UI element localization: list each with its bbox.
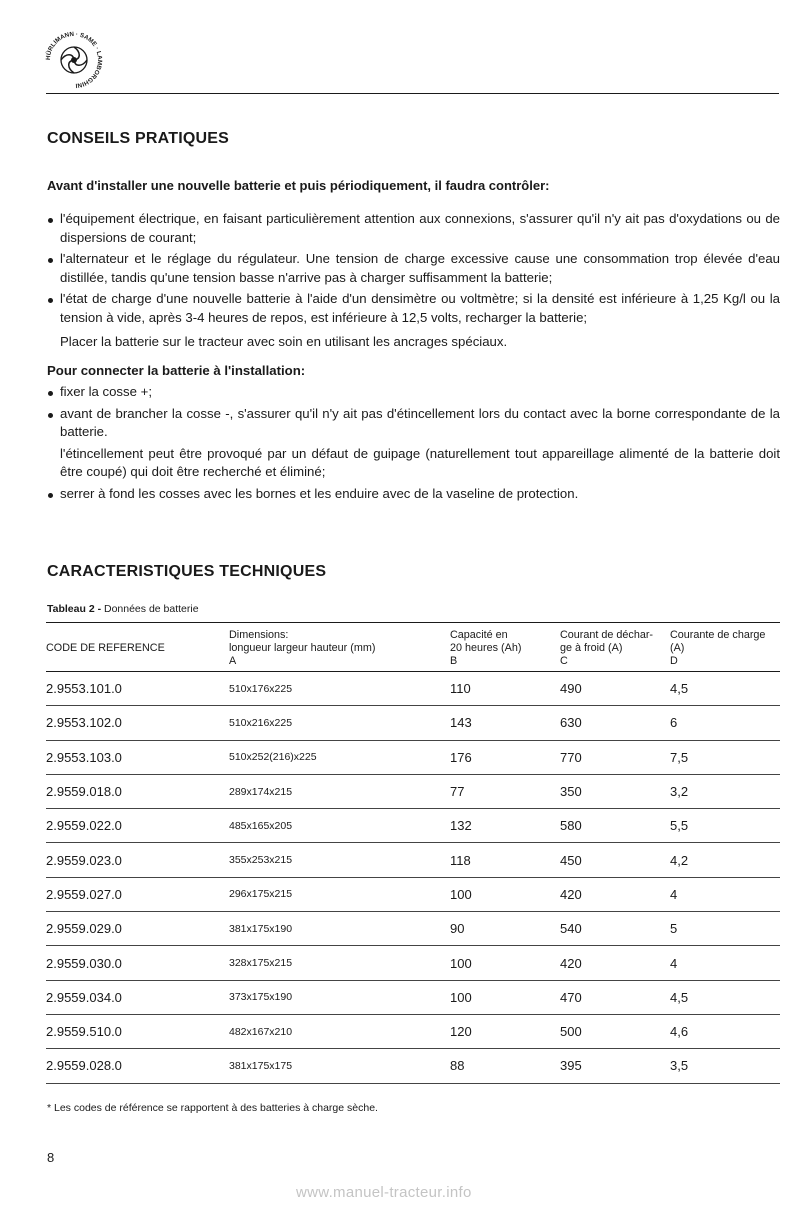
table-body bbox=[46, 672, 780, 1084]
header-divider bbox=[46, 93, 779, 94]
cell-cold-cranking: 490 bbox=[560, 672, 670, 706]
column-header-line: ge à froid (A) bbox=[560, 642, 623, 654]
table-row bbox=[46, 809, 780, 843]
column-header-line: Courante de charge bbox=[670, 629, 766, 641]
cell-code: 2.9559.022.0 bbox=[46, 809, 229, 843]
cell-dimensions: 510x252(216)x225 bbox=[229, 740, 450, 774]
cell-cold-cranking: 540 bbox=[560, 912, 670, 946]
table-caption bbox=[47, 603, 199, 615]
cell-code: 2.9553.101.0 bbox=[46, 672, 229, 706]
table-row bbox=[46, 843, 780, 877]
table-caption-text: Données de batterie bbox=[101, 603, 199, 615]
column-header-line: C bbox=[560, 655, 568, 667]
advice-bullet: l'état de charge d'une nouvelle batterie à l'aide d'un densimètre ou voltmètre; si la densité est inférieure à 1,25 Kg/l ou la tension à vide, après 3-4 heures de repos, est inférieure à 12,5 volts, recharger la batterie; bbox=[47, 290, 780, 327]
cell-code: 2.9559.030.0 bbox=[46, 946, 229, 980]
cell-dimensions: 482x167x210 bbox=[229, 1014, 450, 1048]
cell-capacity: 100 bbox=[450, 946, 560, 980]
cell-cold-cranking: 470 bbox=[560, 980, 670, 1014]
advice-note: Placer la batterie sur le tracteur avec soin en utilisant les ancrages spéciaux. bbox=[60, 334, 508, 349]
cell-charge-current: 6 bbox=[670, 706, 780, 740]
brand-logo bbox=[44, 30, 104, 90]
table-row bbox=[46, 912, 780, 946]
cell-dimensions: 510x216x225 bbox=[229, 706, 450, 740]
connect-subheading: Pour connecter la batterie à l'installation: bbox=[47, 362, 306, 378]
cell-capacity: 100 bbox=[450, 980, 560, 1014]
cell-capacity: 110 bbox=[450, 672, 560, 706]
column-header-line: (A) bbox=[670, 642, 685, 654]
column-header-capacity bbox=[450, 623, 560, 672]
table-caption-number: Tableau 2 - bbox=[47, 603, 102, 615]
cell-capacity: 118 bbox=[450, 843, 560, 877]
column-header-line: B bbox=[450, 655, 458, 667]
column-header-cold-cranking bbox=[560, 623, 670, 672]
cell-code: 2.9553.102.0 bbox=[46, 706, 229, 740]
cell-charge-current: 4,5 bbox=[670, 980, 780, 1014]
cell-code: 2.9559.510.0 bbox=[46, 1014, 229, 1048]
table-header-row bbox=[46, 623, 780, 672]
cell-cold-cranking: 770 bbox=[560, 740, 670, 774]
cell-dimensions: 510x176x225 bbox=[229, 672, 450, 706]
cell-cold-cranking: 350 bbox=[560, 774, 670, 808]
section-lead: Avant d'installer une nouvelle batterie et puis périodiquement, il faudra contrôler: bbox=[47, 178, 550, 193]
cell-charge-current: 3,2 bbox=[670, 774, 780, 808]
connect-bullet: fixer la cosse +; bbox=[47, 383, 780, 402]
cell-code: 2.9559.018.0 bbox=[46, 774, 229, 808]
column-header-line: longueur largeur hauteur (mm) bbox=[229, 642, 376, 654]
column-header-line: CODE DE REFERENCE bbox=[46, 642, 165, 654]
cell-code: 2.9559.029.0 bbox=[46, 912, 229, 946]
cell-charge-current: 4 bbox=[670, 946, 780, 980]
table-row bbox=[46, 672, 780, 706]
column-header-charge-current bbox=[670, 623, 780, 672]
cell-charge-current: 4,5 bbox=[670, 672, 780, 706]
table-row bbox=[46, 774, 780, 808]
cell-cold-cranking: 580 bbox=[560, 809, 670, 843]
advice-bullet: l'alternateur et le réglage du régulateur. Une tension de charge excessive cause une consommation trop élevée d'eau distillée, tandis qu'une tension basse n'arrive pas à charger suffisamment la batterie; bbox=[47, 250, 780, 287]
column-header-line: Capacité en bbox=[450, 629, 508, 641]
cell-charge-current: 3,5 bbox=[670, 1049, 780, 1083]
cell-capacity: 132 bbox=[450, 809, 560, 843]
column-header-line: D bbox=[670, 655, 678, 667]
cell-dimensions: 485x165x205 bbox=[229, 809, 450, 843]
cell-capacity: 176 bbox=[450, 740, 560, 774]
connect-note: l'étincellement peut être provoqué par un défaut de guipage (naturellement tout appareillage alimenté de la batterie doit être coupé) qui doit être recherché et éliminé; bbox=[60, 445, 780, 479]
column-header-line: 20 heures (Ah) bbox=[450, 642, 522, 654]
table-row bbox=[46, 980, 780, 1014]
table-footnote: * Les codes de référence se rapportent à des batteries à charge sèche. bbox=[47, 1102, 378, 1114]
cell-cold-cranking: 500 bbox=[560, 1014, 670, 1048]
section-title-conseils: CONSEILS PRATIQUES bbox=[47, 130, 229, 147]
column-header-code bbox=[46, 623, 229, 672]
cell-code: 2.9559.034.0 bbox=[46, 980, 229, 1014]
battery-data-table bbox=[46, 622, 780, 1084]
cell-cold-cranking: 420 bbox=[560, 946, 670, 980]
cell-capacity: 88 bbox=[450, 1049, 560, 1083]
cell-dimensions: 381x175x175 bbox=[229, 1049, 450, 1083]
advice-body bbox=[47, 210, 780, 506]
table-row bbox=[46, 1014, 780, 1048]
cell-capacity: 77 bbox=[450, 774, 560, 808]
cell-charge-current: 5 bbox=[670, 912, 780, 946]
cell-dimensions: 381x175x190 bbox=[229, 912, 450, 946]
page-number: 8 bbox=[47, 1150, 55, 1165]
table-row bbox=[46, 706, 780, 740]
table-row bbox=[46, 946, 780, 980]
connect-bullet: avant de brancher la cosse -, s'assurer qu'il n'y ait pas d'étincellement lors du contact avec la borne correspondante de la batterie. bbox=[47, 405, 780, 442]
cell-capacity: 143 bbox=[450, 706, 560, 740]
column-header-line: Dimensions: bbox=[229, 629, 289, 641]
cell-charge-current: 4,6 bbox=[670, 1014, 780, 1048]
cell-code: 2.9553.103.0 bbox=[46, 740, 229, 774]
watermark: www.manuel-tracteur.info bbox=[296, 1184, 472, 1201]
cell-dimensions: 328x175x215 bbox=[229, 946, 450, 980]
cell-cold-cranking: 395 bbox=[560, 1049, 670, 1083]
cell-dimensions: 296x175x215 bbox=[229, 877, 450, 911]
cell-dimensions: 355x253x215 bbox=[229, 843, 450, 877]
cell-cold-cranking: 420 bbox=[560, 877, 670, 911]
cell-charge-current: 4,2 bbox=[670, 843, 780, 877]
cell-capacity: 120 bbox=[450, 1014, 560, 1048]
column-header-line: Courant de déchar- bbox=[560, 629, 654, 641]
cell-charge-current: 7,5 bbox=[670, 740, 780, 774]
connect-bullet: serrer à fond les cosses avec les bornes et les enduire avec de la vaseline de protection. bbox=[47, 485, 780, 504]
column-header-dimensions bbox=[229, 623, 450, 672]
cell-cold-cranking: 450 bbox=[560, 843, 670, 877]
logo-ring-text: HÜRLIMANN · SAME · LAMBORGHINI bbox=[44, 30, 104, 89]
cell-charge-current: 5,5 bbox=[670, 809, 780, 843]
cell-charge-current: 4 bbox=[670, 877, 780, 911]
cell-capacity: 90 bbox=[450, 912, 560, 946]
column-header-line: A bbox=[229, 655, 237, 667]
section-title-caracteristiques: CARACTERISTIQUES TECHNIQUES bbox=[47, 563, 327, 580]
advice-bullet: l'équipement électrique, en faisant particulièrement attention aux connexions, s'assurer qu'il n'y ait pas d'oxydations ou de dispersions de courant; bbox=[47, 210, 780, 247]
table-row bbox=[46, 1049, 780, 1083]
cell-dimensions: 289x174x215 bbox=[229, 774, 450, 808]
cell-dimensions: 373x175x190 bbox=[229, 980, 450, 1014]
cell-code: 2.9559.027.0 bbox=[46, 877, 229, 911]
cell-capacity: 100 bbox=[450, 877, 560, 911]
table-row bbox=[46, 877, 780, 911]
table-row bbox=[46, 740, 780, 774]
cell-code: 2.9559.028.0 bbox=[46, 1049, 229, 1083]
cell-cold-cranking: 630 bbox=[560, 706, 670, 740]
cell-code: 2.9559.023.0 bbox=[46, 843, 229, 877]
column-header-line bbox=[46, 655, 229, 668]
